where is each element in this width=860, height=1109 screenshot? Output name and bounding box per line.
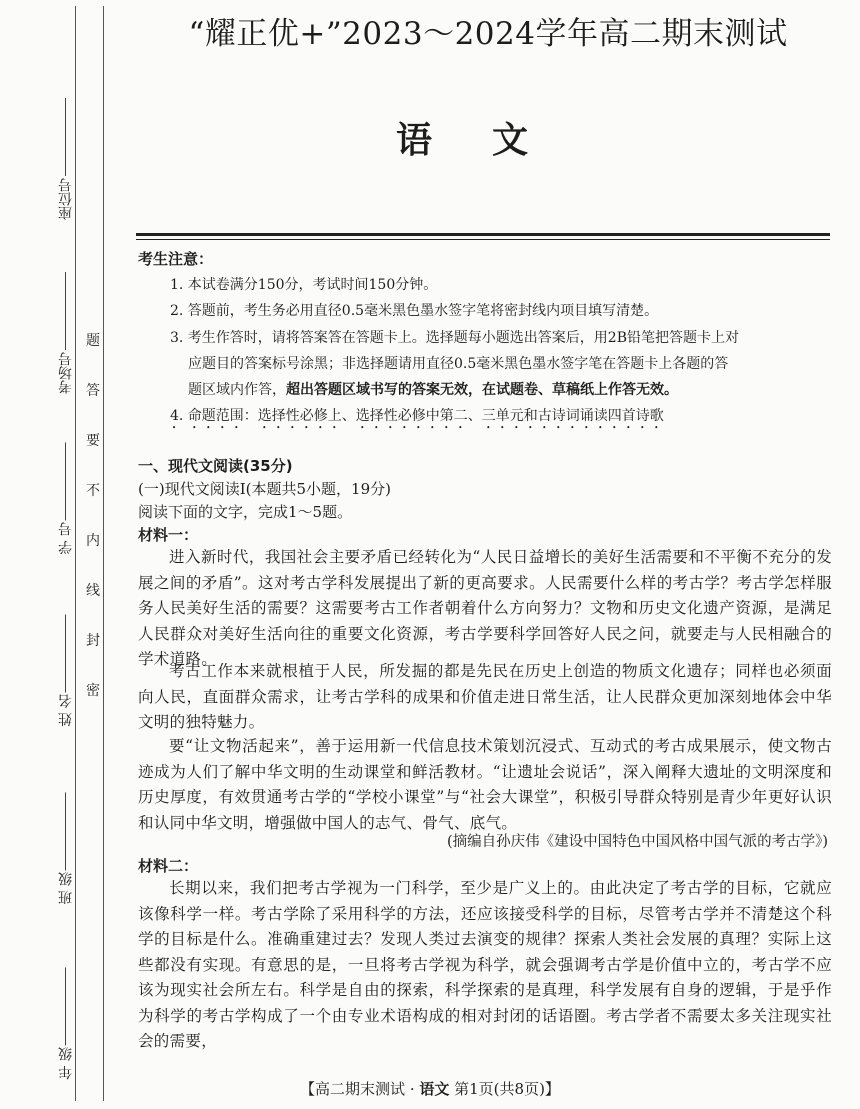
seal-char: 答	[86, 383, 100, 399]
exam-title: “耀正优+”2023～2024学年高二期末测试	[188, 16, 788, 52]
seal-char: 封	[86, 633, 100, 649]
section-subheading: (一)现代文阅读Ⅰ(本题共5小题，19分)	[138, 480, 391, 498]
header-divider	[136, 233, 830, 236]
notice-item-1: 1. 本试卷满分150分，考试时间150分钟。	[170, 277, 438, 293]
notice-title: 考生注意：	[138, 250, 214, 268]
material-1-label: 材料一：	[138, 526, 199, 544]
notice-item-3: 3. 考生作答时，请将答案答在答题卡上。选择题每小题选出答案后，用2B铅笔把答题卡上对 应题目的答案标号涂黑；非选择题请用直径0.5毫米黑色墨水签字笔在答题卡上各题的答 题区域内作答，超出答题区域书写的答案无效，在试题卷、草稿纸上作答无效。	[170, 330, 740, 398]
name-field[interactable]: 姓 名	[56, 612, 76, 726]
section-instruction: 阅读下面的文字，完成1～5题。	[138, 503, 353, 521]
page-footer: 【高二期末测试 · 语文 第1页(共8页)】	[300, 1080, 560, 1098]
seal-char: 要	[86, 433, 100, 449]
exam-room-field[interactable]: 考场号	[56, 270, 76, 394]
binding-line	[103, 6, 104, 1101]
material-1-paragraph: 进入新时代，我国社会主要矛盾已经转化为“人民日益增长的美好生活需要和不平衡不充分的发展之间的矛盾”。这对考古学科发展提出了新的更高要求。人民需要什么样的考古学？考古学怎样服务人民美好生活的需要？这需要考古工作者朝着什么方向努力？文物和历史文化遗产资源，是满足人民群众对美好生活向往的重要文化资源，考古学要科学回答好人民之问，就要走与人民相融合的学术道路。	[138, 548, 832, 668]
subject-title: 语文	[396, 119, 589, 161]
notice-item-2: 2. 答题前，考生务必用直径0.5毫米黑色墨水签字笔将密封线内项目填写清楚。	[170, 303, 659, 319]
material-1-source: (摘编自孙庆伟《建设中国特色中国风格中国气派的考古学》)	[446, 834, 828, 850]
student-number-field[interactable]: 学 号	[56, 440, 76, 554]
section-heading: 一、现代文阅读(35分)	[138, 457, 293, 475]
seat-number-field[interactable]: 座位号	[56, 96, 76, 220]
material-1-paragraph: 考古工作本来就根植于人民，所发掘的都是先民在历史上创造的物质文化遗存；同样也必须面向人民，直面群众需求，让考古学科的成果和价值走进日常生活，让人民群众更加深刻地体会中华文明的独特魅力。	[138, 662, 832, 731]
class-field[interactable]: 班 级	[56, 790, 76, 904]
grade-field[interactable]: 年 级	[56, 965, 76, 1079]
material-1-paragraph: 要“让文物活起来”，善于运用新一代信息技术策划沉浸式、互动式的考古成果展示，使文物古迹成为人们了解中华文明的生动课堂和鲜活教材。“让遗址会说话”，深入阐释大遗址的文明深度和历史厚度，有效贯通考古学的“学校小课堂”与“社会大课堂”，积极引导群众特别是青少年更好认识和认同中华文明，增强做中国人的志气、骨气、底气。	[138, 737, 832, 832]
notice-item-4: 4. 命题范围：选择性必修上、选择性必修中第二、三单元和古诗词诵读四首诗歌	[170, 408, 664, 424]
seal-char: 不	[86, 483, 100, 499]
seal-char: 密	[86, 683, 100, 699]
notice-emphasis: 超出答题区域书写的答案无效，在试题卷、草稿纸上作答无效。	[286, 382, 678, 398]
material-2-paragraph: 长期以来，我们把考古学视为一门科学，至少是广义上的。由此决定了考古学的目标，它就应该像科学一样。考古学除了采用科学的方法，还应该接受科学的目标，尽管考古学并不清楚这个科学的目标是什么。准确重建过去？发现人类过去演变的规律？探索人类社会发展的真理？实际上这些都没有实现。有意思的是，一旦将考古学视为科学，就会强调考古学是价值中立的，考古学不应该为现实社会所左右。科学是自由的探索，科学探索的是真理，科学发展有自身的逻辑，于是乎作为科学的考古学构成了一个由专业术语构成的相对封闭的话语圈。考古学者不需要太多关注现实社会的需要，	[138, 879, 832, 1050]
material-2-label: 材料二：	[138, 857, 199, 875]
seal-char: 线	[86, 583, 100, 599]
binding-margin	[0, 0, 118, 1109]
seal-char: 题	[86, 333, 100, 349]
seal-char: 内	[86, 533, 100, 549]
header-divider-thin	[136, 239, 830, 240]
